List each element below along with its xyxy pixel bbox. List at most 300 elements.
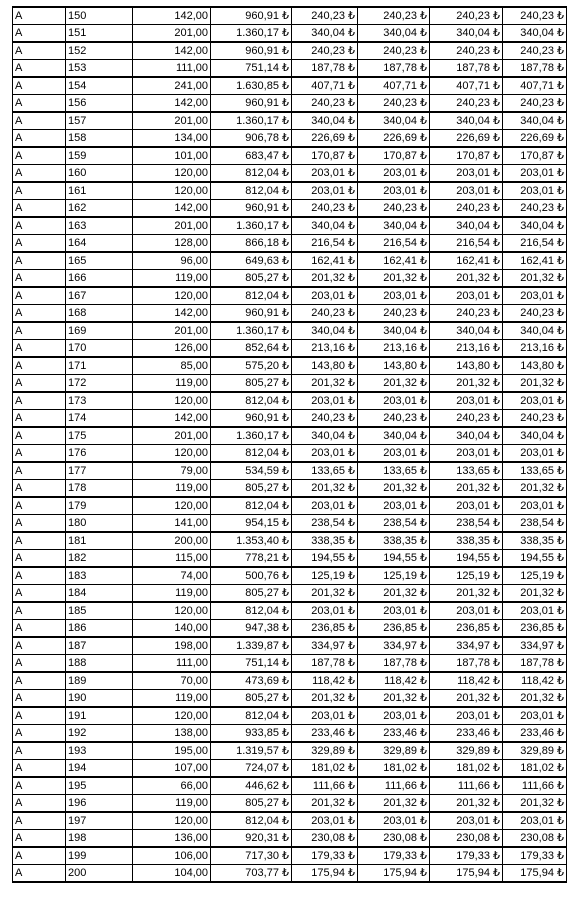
cell-share-4: 226,69 ₺ — [503, 130, 567, 148]
cell-share-4: 133,65 ₺ — [503, 462, 567, 480]
table-row — [13, 742, 567, 760]
table-row — [13, 497, 567, 515]
cell-share-2: 340,04 ₺ — [358, 322, 430, 340]
table-row — [13, 235, 567, 253]
cell-number: 154 — [66, 77, 133, 95]
cell-share-3: 329,89 ₺ — [430, 742, 503, 760]
cell-share-4: 338,35 ₺ — [503, 532, 567, 550]
cell-share-4: 111,66 ₺ — [503, 777, 567, 795]
table-row — [13, 445, 567, 463]
cell-area: 241,00 — [133, 77, 211, 95]
cell-share-3: 216,54 ₺ — [430, 235, 503, 253]
cell-share-4: 216,54 ₺ — [503, 235, 567, 253]
cell-share-1: 179,33 ₺ — [292, 847, 358, 865]
cell-number: 186 — [66, 620, 133, 638]
cell-group: A — [13, 77, 66, 95]
cell-total: 1.339,87 ₺ — [211, 637, 292, 655]
cell-number: 189 — [66, 672, 133, 690]
cell-group: A — [13, 760, 66, 778]
cell-number: 182 — [66, 550, 133, 568]
cell-area: 138,00 — [133, 725, 211, 743]
cell-share-1: 236,85 ₺ — [292, 620, 358, 638]
cell-group: A — [13, 130, 66, 148]
cell-share-3: 230,08 ₺ — [430, 830, 503, 848]
cell-share-1: 203,01 ₺ — [292, 812, 358, 830]
cell-number: 167 — [66, 287, 133, 305]
cell-group: A — [13, 42, 66, 60]
cell-area: 140,00 — [133, 620, 211, 638]
cell-total: 473,69 ₺ — [211, 672, 292, 690]
cell-group: A — [13, 672, 66, 690]
cell-number: 159 — [66, 147, 133, 165]
cell-share-3: 203,01 ₺ — [430, 165, 503, 183]
cell-area: 201,00 — [133, 322, 211, 340]
table-row — [13, 60, 567, 78]
cell-share-3: 125,19 ₺ — [430, 567, 503, 585]
cell-area: 120,00 — [133, 182, 211, 200]
cell-group: A — [13, 235, 66, 253]
cell-share-2: 201,32 ₺ — [358, 480, 430, 498]
cell-group: A — [13, 322, 66, 340]
cell-number: 161 — [66, 182, 133, 200]
cell-number: 187 — [66, 637, 133, 655]
table-row — [13, 672, 567, 690]
cell-share-3: 203,01 ₺ — [430, 812, 503, 830]
cell-area: 115,00 — [133, 550, 211, 568]
cell-share-3: 111,66 ₺ — [430, 777, 503, 795]
cell-share-2: 203,01 ₺ — [358, 707, 430, 725]
cell-number: 153 — [66, 60, 133, 78]
cell-total: 954,15 ₺ — [211, 515, 292, 533]
cell-share-1: 175,94 ₺ — [292, 865, 358, 883]
cell-area: 198,00 — [133, 637, 211, 655]
cell-share-4: 238,54 ₺ — [503, 515, 567, 533]
cell-share-4: 240,23 ₺ — [503, 7, 567, 25]
cell-area: 111,00 — [133, 60, 211, 78]
cell-group: A — [13, 865, 66, 883]
cell-share-3: 226,69 ₺ — [430, 130, 503, 148]
table-row — [13, 165, 567, 183]
cell-share-2: 340,04 ₺ — [358, 427, 430, 445]
cell-group: A — [13, 112, 66, 130]
cell-share-2: 118,42 ₺ — [358, 672, 430, 690]
cell-share-4: 240,23 ₺ — [503, 410, 567, 428]
cell-share-2: 216,54 ₺ — [358, 235, 430, 253]
cell-share-3: 233,46 ₺ — [430, 725, 503, 743]
cell-total: 812,04 ₺ — [211, 707, 292, 725]
cell-share-2: 407,71 ₺ — [358, 77, 430, 95]
cell-total: 500,76 ₺ — [211, 567, 292, 585]
cell-share-1: 201,32 ₺ — [292, 795, 358, 813]
cell-group: A — [13, 777, 66, 795]
cell-area: 101,00 — [133, 147, 211, 165]
cell-share-4: 340,04 ₺ — [503, 427, 567, 445]
cell-share-3: 203,01 ₺ — [430, 602, 503, 620]
cell-share-3: 162,41 ₺ — [430, 252, 503, 270]
cell-total: 703,77 ₺ — [211, 865, 292, 883]
table-row — [13, 532, 567, 550]
cell-share-1: 187,78 ₺ — [292, 60, 358, 78]
cell-share-3: 213,16 ₺ — [430, 340, 503, 358]
cell-number: 171 — [66, 357, 133, 375]
cell-total: 805,27 ₺ — [211, 690, 292, 708]
cell-share-3: 201,32 ₺ — [430, 480, 503, 498]
cell-number: 169 — [66, 322, 133, 340]
cell-area: 201,00 — [133, 427, 211, 445]
cell-share-4: 340,04 ₺ — [503, 112, 567, 130]
cell-group: A — [13, 462, 66, 480]
cell-group: A — [13, 707, 66, 725]
table-row — [13, 77, 567, 95]
cell-share-2: 240,23 ₺ — [358, 410, 430, 428]
cell-group: A — [13, 445, 66, 463]
cell-share-3: 340,04 ₺ — [430, 112, 503, 130]
cell-share-1: 216,54 ₺ — [292, 235, 358, 253]
cell-share-1: 143,80 ₺ — [292, 357, 358, 375]
cell-group: A — [13, 690, 66, 708]
cell-share-2: 338,35 ₺ — [358, 532, 430, 550]
cell-group: A — [13, 585, 66, 603]
cell-area: 136,00 — [133, 830, 211, 848]
cell-group: A — [13, 742, 66, 760]
cell-share-4: 143,80 ₺ — [503, 357, 567, 375]
cell-area: 119,00 — [133, 690, 211, 708]
cell-area: 142,00 — [133, 410, 211, 428]
table-row — [13, 655, 567, 673]
cell-share-4: 187,78 ₺ — [503, 60, 567, 78]
cell-share-4: 201,32 ₺ — [503, 795, 567, 813]
cell-number: 184 — [66, 585, 133, 603]
cell-area: 120,00 — [133, 445, 211, 463]
cell-total: 751,14 ₺ — [211, 60, 292, 78]
cell-share-4: 203,01 ₺ — [503, 602, 567, 620]
table-row — [13, 7, 567, 25]
cell-share-1: 203,01 ₺ — [292, 165, 358, 183]
cell-total: 446,62 ₺ — [211, 777, 292, 795]
cell-share-3: 187,78 ₺ — [430, 655, 503, 673]
cell-share-3: 203,01 ₺ — [430, 287, 503, 305]
cell-share-3: 203,01 ₺ — [430, 707, 503, 725]
cell-share-2: 240,23 ₺ — [358, 95, 430, 113]
cell-group: A — [13, 620, 66, 638]
table-row — [13, 392, 567, 410]
cell-number: 196 — [66, 795, 133, 813]
cell-share-1: 201,32 ₺ — [292, 375, 358, 393]
cell-total: 920,31 ₺ — [211, 830, 292, 848]
cell-group: A — [13, 655, 66, 673]
cell-area: 119,00 — [133, 480, 211, 498]
cell-share-1: 240,23 ₺ — [292, 7, 358, 25]
cell-share-1: 338,35 ₺ — [292, 532, 358, 550]
cell-share-3: 181,02 ₺ — [430, 760, 503, 778]
cell-total: 960,91 ₺ — [211, 410, 292, 428]
cell-share-1: 203,01 ₺ — [292, 445, 358, 463]
table-row — [13, 112, 567, 130]
cell-total: 960,91 ₺ — [211, 42, 292, 60]
cell-share-4: 329,89 ₺ — [503, 742, 567, 760]
cell-area: 74,00 — [133, 567, 211, 585]
cell-group: A — [13, 357, 66, 375]
cell-share-4: 203,01 ₺ — [503, 287, 567, 305]
cell-number: 178 — [66, 480, 133, 498]
cell-total: 812,04 ₺ — [211, 392, 292, 410]
cell-group: A — [13, 480, 66, 498]
cell-total: 960,91 ₺ — [211, 305, 292, 323]
cell-share-1: 340,04 ₺ — [292, 427, 358, 445]
table-row — [13, 130, 567, 148]
cell-area: 85,00 — [133, 357, 211, 375]
cell-group: A — [13, 830, 66, 848]
cell-group: A — [13, 25, 66, 43]
cell-number: 170 — [66, 340, 133, 358]
cell-share-1: 240,23 ₺ — [292, 42, 358, 60]
cell-share-4: 236,85 ₺ — [503, 620, 567, 638]
cell-group: A — [13, 725, 66, 743]
table-row — [13, 287, 567, 305]
table-row — [13, 567, 567, 585]
cell-area: 142,00 — [133, 95, 211, 113]
cell-share-4: 203,01 ₺ — [503, 392, 567, 410]
cell-total: 649,63 ₺ — [211, 252, 292, 270]
cell-share-1: 203,01 ₺ — [292, 182, 358, 200]
table-row — [13, 760, 567, 778]
cell-group: A — [13, 165, 66, 183]
table-row — [13, 305, 567, 323]
cell-area: 141,00 — [133, 515, 211, 533]
cell-number: 200 — [66, 865, 133, 883]
cell-share-4: 118,42 ₺ — [503, 672, 567, 690]
cell-area: 120,00 — [133, 707, 211, 725]
table-row — [13, 462, 567, 480]
cell-total: 1.319,57 ₺ — [211, 742, 292, 760]
table-row — [13, 147, 567, 165]
cell-share-3: 240,23 ₺ — [430, 7, 503, 25]
cell-number: 165 — [66, 252, 133, 270]
table-row — [13, 200, 567, 218]
cell-share-2: 203,01 ₺ — [358, 602, 430, 620]
cell-number: 157 — [66, 112, 133, 130]
cell-area: 195,00 — [133, 742, 211, 760]
cell-total: 812,04 ₺ — [211, 445, 292, 463]
cell-share-4: 233,46 ₺ — [503, 725, 567, 743]
cell-share-3: 201,32 ₺ — [430, 690, 503, 708]
cell-share-2: 238,54 ₺ — [358, 515, 430, 533]
table-body — [13, 7, 567, 882]
cell-group: A — [13, 497, 66, 515]
cell-share-4: 201,32 ₺ — [503, 270, 567, 288]
cell-number: 172 — [66, 375, 133, 393]
cell-share-1: 240,23 ₺ — [292, 305, 358, 323]
cell-group: A — [13, 182, 66, 200]
cell-area: 142,00 — [133, 42, 211, 60]
cell-share-1: 201,32 ₺ — [292, 480, 358, 498]
cell-area: 66,00 — [133, 777, 211, 795]
cell-group: A — [13, 550, 66, 568]
table-row — [13, 830, 567, 848]
cell-area: 200,00 — [133, 532, 211, 550]
cell-area: 120,00 — [133, 602, 211, 620]
cell-share-2: 201,32 ₺ — [358, 795, 430, 813]
cell-share-2: 125,19 ₺ — [358, 567, 430, 585]
cell-area: 120,00 — [133, 497, 211, 515]
cell-group: A — [13, 270, 66, 288]
cell-share-2: 236,85 ₺ — [358, 620, 430, 638]
cell-total: 1.353,40 ₺ — [211, 532, 292, 550]
cell-share-4: 201,32 ₺ — [503, 585, 567, 603]
cell-share-2: 133,65 ₺ — [358, 462, 430, 480]
cell-share-4: 340,04 ₺ — [503, 322, 567, 340]
cell-share-4: 203,01 ₺ — [503, 182, 567, 200]
cell-number: 195 — [66, 777, 133, 795]
cell-number: 158 — [66, 130, 133, 148]
cell-share-4: 407,71 ₺ — [503, 77, 567, 95]
cell-share-1: 125,19 ₺ — [292, 567, 358, 585]
cell-area: 111,00 — [133, 655, 211, 673]
cell-total: 906,78 ₺ — [211, 130, 292, 148]
cell-total: 812,04 ₺ — [211, 497, 292, 515]
cell-area: 79,00 — [133, 462, 211, 480]
cell-share-3: 179,33 ₺ — [430, 847, 503, 865]
table-row — [13, 217, 567, 235]
cell-share-3: 238,54 ₺ — [430, 515, 503, 533]
cell-share-4: 179,33 ₺ — [503, 847, 567, 865]
cell-share-2: 181,02 ₺ — [358, 760, 430, 778]
cell-total: 812,04 ₺ — [211, 165, 292, 183]
cell-number: 166 — [66, 270, 133, 288]
cell-number: 198 — [66, 830, 133, 848]
cell-number: 156 — [66, 95, 133, 113]
cell-total: 778,21 ₺ — [211, 550, 292, 568]
cell-share-2: 240,23 ₺ — [358, 7, 430, 25]
cell-number: 173 — [66, 392, 133, 410]
cell-share-2: 201,32 ₺ — [358, 375, 430, 393]
cell-share-1: 334,97 ₺ — [292, 637, 358, 655]
cell-share-4: 203,01 ₺ — [503, 707, 567, 725]
cell-number: 183 — [66, 567, 133, 585]
cell-share-4: 203,01 ₺ — [503, 165, 567, 183]
cell-area: 142,00 — [133, 7, 211, 25]
cell-share-1: 407,71 ₺ — [292, 77, 358, 95]
cell-share-3: 240,23 ₺ — [430, 95, 503, 113]
cell-total: 805,27 ₺ — [211, 375, 292, 393]
cell-number: 190 — [66, 690, 133, 708]
cell-group: A — [13, 392, 66, 410]
cell-share-4: 203,01 ₺ — [503, 812, 567, 830]
cell-share-1: 213,16 ₺ — [292, 340, 358, 358]
cell-number: 168 — [66, 305, 133, 323]
cell-number: 191 — [66, 707, 133, 725]
cell-share-1: 226,69 ₺ — [292, 130, 358, 148]
cell-share-2: 111,66 ₺ — [358, 777, 430, 795]
cell-area: 120,00 — [133, 287, 211, 305]
cell-share-4: 240,23 ₺ — [503, 200, 567, 218]
cell-share-1: 181,02 ₺ — [292, 760, 358, 778]
cell-share-3: 187,78 ₺ — [430, 60, 503, 78]
cell-share-2: 187,78 ₺ — [358, 655, 430, 673]
table-row — [13, 777, 567, 795]
cell-area: 126,00 — [133, 340, 211, 358]
table-row — [13, 252, 567, 270]
cell-share-1: 203,01 ₺ — [292, 497, 358, 515]
cell-total: 960,91 ₺ — [211, 7, 292, 25]
cell-group: A — [13, 812, 66, 830]
cell-share-1: 240,23 ₺ — [292, 410, 358, 428]
table-row — [13, 357, 567, 375]
cell-share-2: 213,16 ₺ — [358, 340, 430, 358]
table-row — [13, 795, 567, 813]
table-row — [13, 95, 567, 113]
cell-group: A — [13, 305, 66, 323]
cell-group: A — [13, 637, 66, 655]
cell-share-2: 170,87 ₺ — [358, 147, 430, 165]
cell-share-2: 340,04 ₺ — [358, 217, 430, 235]
cell-share-4: 240,23 ₺ — [503, 305, 567, 323]
cell-total: 812,04 ₺ — [211, 812, 292, 830]
cell-group: A — [13, 252, 66, 270]
cell-total: 1.630,85 ₺ — [211, 77, 292, 95]
cell-share-3: 240,23 ₺ — [430, 200, 503, 218]
cell-total: 933,85 ₺ — [211, 725, 292, 743]
cell-total: 812,04 ₺ — [211, 602, 292, 620]
cell-share-1: 203,01 ₺ — [292, 287, 358, 305]
cell-share-1: 201,32 ₺ — [292, 270, 358, 288]
cell-number: 194 — [66, 760, 133, 778]
table-row — [13, 410, 567, 428]
cell-number: 179 — [66, 497, 133, 515]
cell-group: A — [13, 375, 66, 393]
cell-group: A — [13, 60, 66, 78]
cell-area: 201,00 — [133, 112, 211, 130]
cell-group: A — [13, 795, 66, 813]
cell-total: 1.360,17 ₺ — [211, 427, 292, 445]
table-row — [13, 707, 567, 725]
cell-share-4: 203,01 ₺ — [503, 445, 567, 463]
cell-number: 199 — [66, 847, 133, 865]
cell-area: 142,00 — [133, 200, 211, 218]
cell-total: 960,91 ₺ — [211, 95, 292, 113]
cell-total: 1.360,17 ₺ — [211, 217, 292, 235]
cell-area: 120,00 — [133, 392, 211, 410]
cell-share-3: 340,04 ₺ — [430, 427, 503, 445]
cell-share-2: 203,01 ₺ — [358, 165, 430, 183]
cell-share-3: 334,97 ₺ — [430, 637, 503, 655]
cell-number: 185 — [66, 602, 133, 620]
table-row — [13, 322, 567, 340]
cell-share-1: 340,04 ₺ — [292, 112, 358, 130]
cell-share-4: 240,23 ₺ — [503, 95, 567, 113]
table-row — [13, 550, 567, 568]
cell-total: 805,27 ₺ — [211, 585, 292, 603]
cell-share-2: 340,04 ₺ — [358, 25, 430, 43]
cell-share-3: 236,85 ₺ — [430, 620, 503, 638]
cell-total: 1.360,17 ₺ — [211, 322, 292, 340]
cell-total: 683,47 ₺ — [211, 147, 292, 165]
cell-total: 751,14 ₺ — [211, 655, 292, 673]
cell-area: 134,00 — [133, 130, 211, 148]
cell-area: 107,00 — [133, 760, 211, 778]
table-row — [13, 270, 567, 288]
table-row — [13, 427, 567, 445]
cell-area: 119,00 — [133, 585, 211, 603]
cell-area: 128,00 — [133, 235, 211, 253]
table-row — [13, 42, 567, 60]
cell-share-3: 143,80 ₺ — [430, 357, 503, 375]
cell-number: 163 — [66, 217, 133, 235]
cell-share-2: 203,01 ₺ — [358, 392, 430, 410]
cell-share-4: 230,08 ₺ — [503, 830, 567, 848]
cell-share-1: 340,04 ₺ — [292, 217, 358, 235]
cell-total: 805,27 ₺ — [211, 270, 292, 288]
